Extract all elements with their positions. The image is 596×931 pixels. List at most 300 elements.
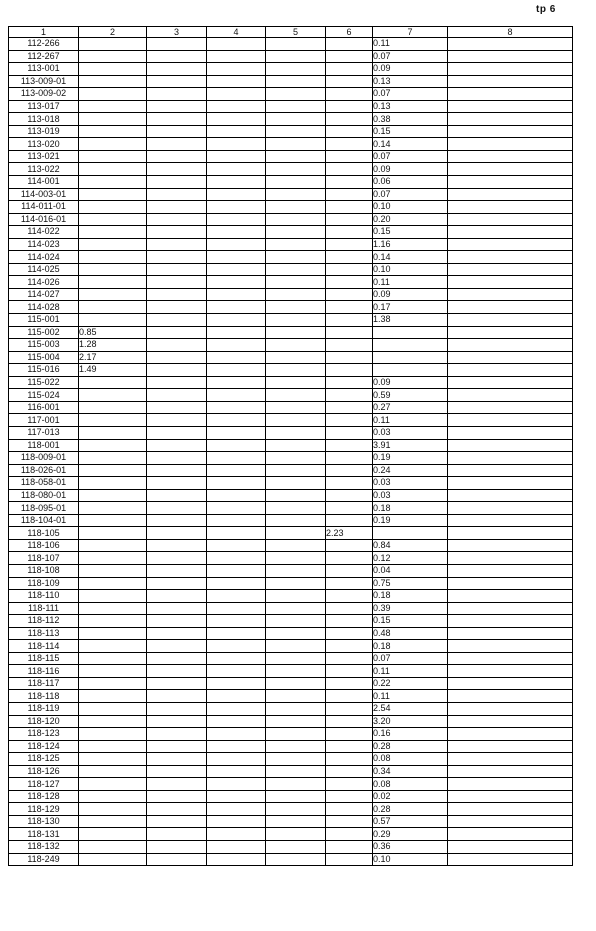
col8-value-cell — [448, 815, 573, 828]
col6-value-cell — [326, 464, 373, 477]
col7-value-cell: 0.59 — [373, 389, 448, 402]
col3-value-cell — [147, 815, 207, 828]
col6-value-cell — [326, 790, 373, 803]
col7-value-cell: 0.03 — [373, 489, 448, 502]
col6-value-cell — [326, 226, 373, 239]
col8-value-cell — [448, 690, 573, 703]
col2-value-cell — [79, 63, 147, 76]
col6-value-cell — [326, 615, 373, 628]
table-row — [9, 452, 573, 465]
parcel-id-cell: 115-022 — [9, 376, 79, 389]
col5-value-cell — [266, 640, 326, 653]
parcel-id-cell: 118-129 — [9, 803, 79, 816]
col4-value-cell — [207, 640, 266, 653]
col6-value-cell — [326, 564, 373, 577]
col2-value-cell — [79, 690, 147, 703]
col2-value-cell — [79, 577, 147, 590]
col8-value-cell — [448, 477, 573, 490]
table-row — [9, 314, 573, 327]
col8-value-cell — [448, 226, 573, 239]
col2-value-cell — [79, 452, 147, 465]
col8-value-cell — [448, 150, 573, 163]
col6-value-cell — [326, 715, 373, 728]
parcel-id-cell: 118-249 — [9, 853, 79, 866]
col7-value-cell: 0.09 — [373, 288, 448, 301]
col8-value-cell — [448, 100, 573, 113]
col6-value-cell — [326, 539, 373, 552]
col7-value-cell: 1.38 — [373, 314, 448, 327]
col2-value-cell — [79, 251, 147, 264]
column-header: 2 — [79, 27, 147, 38]
col7-value-cell: 0.15 — [373, 125, 448, 138]
col7-value-cell: 0.24 — [373, 464, 448, 477]
col3-value-cell — [147, 314, 207, 327]
col7-value-cell: 0.22 — [373, 677, 448, 690]
col5-value-cell — [266, 539, 326, 552]
col4-value-cell — [207, 401, 266, 414]
col5-value-cell — [266, 690, 326, 703]
col5-value-cell — [266, 464, 326, 477]
table-row — [9, 138, 573, 151]
col4-value-cell — [207, 376, 266, 389]
col3-value-cell — [147, 326, 207, 339]
col8-value-cell — [448, 251, 573, 264]
col6-value-cell — [326, 326, 373, 339]
col4-value-cell — [207, 652, 266, 665]
col5-value-cell — [266, 88, 326, 101]
col2-value-cell — [79, 477, 147, 490]
col5-value-cell — [266, 351, 326, 364]
col6-value-cell — [326, 201, 373, 214]
col3-value-cell — [147, 251, 207, 264]
table-row — [9, 38, 573, 51]
col7-value-cell: 0.18 — [373, 590, 448, 603]
table-row — [9, 414, 573, 427]
col6-value-cell — [326, 125, 373, 138]
col6-value-cell — [326, 828, 373, 841]
col7-value-cell — [373, 527, 448, 540]
col4-value-cell — [207, 690, 266, 703]
col5-value-cell — [266, 401, 326, 414]
col5-value-cell — [266, 715, 326, 728]
col7-value-cell: 0.12 — [373, 552, 448, 565]
col4-value-cell — [207, 702, 266, 715]
table-row — [9, 740, 573, 753]
col8-value-cell — [448, 414, 573, 427]
col3-value-cell — [147, 652, 207, 665]
col3-value-cell — [147, 590, 207, 603]
col8-value-cell — [448, 38, 573, 51]
parcel-id-cell: 114-024 — [9, 251, 79, 264]
col4-value-cell — [207, 339, 266, 352]
col2-value-cell — [79, 489, 147, 502]
col6-value-cell — [326, 853, 373, 866]
col4-value-cell — [207, 150, 266, 163]
col4-value-cell — [207, 276, 266, 289]
col7-value-cell: 0.27 — [373, 401, 448, 414]
col2-value-cell — [79, 389, 147, 402]
column-header: 8 — [448, 27, 573, 38]
column-header: 3 — [147, 27, 207, 38]
col3-value-cell — [147, 364, 207, 377]
col8-value-cell — [448, 765, 573, 778]
col4-value-cell — [207, 740, 266, 753]
col3-value-cell — [147, 38, 207, 51]
col3-value-cell — [147, 715, 207, 728]
col2-value-cell — [79, 201, 147, 214]
parcel-id-cell: 118-124 — [9, 740, 79, 753]
col5-value-cell — [266, 564, 326, 577]
col8-value-cell — [448, 728, 573, 741]
column-header: 4 — [207, 27, 266, 38]
col6-value-cell — [326, 163, 373, 176]
col8-value-cell — [448, 715, 573, 728]
col8-value-cell — [448, 702, 573, 715]
col4-value-cell — [207, 815, 266, 828]
parcel-id-cell: 118-110 — [9, 590, 79, 603]
col6-value-cell — [326, 489, 373, 502]
col5-value-cell — [266, 176, 326, 189]
parcel-id-cell: 114-016-01 — [9, 213, 79, 226]
col8-value-cell — [448, 351, 573, 364]
col6-value-cell — [326, 188, 373, 201]
col2-value-cell — [79, 627, 147, 640]
col6-value-cell — [326, 364, 373, 377]
col2-value-cell — [79, 765, 147, 778]
col8-value-cell — [448, 615, 573, 628]
col3-value-cell — [147, 502, 207, 515]
parcel-id-cell: 116-001 — [9, 401, 79, 414]
col4-value-cell — [207, 489, 266, 502]
col3-value-cell — [147, 803, 207, 816]
table-row — [9, 652, 573, 665]
parcel-id-cell: 112-267 — [9, 50, 79, 63]
table-row — [9, 702, 573, 715]
col4-value-cell — [207, 188, 266, 201]
col5-value-cell — [266, 376, 326, 389]
col6-value-cell — [326, 138, 373, 151]
col6-value-cell — [326, 50, 373, 63]
col6-value-cell — [326, 100, 373, 113]
col3-value-cell — [147, 640, 207, 653]
col3-value-cell — [147, 150, 207, 163]
col2-value-cell — [79, 702, 147, 715]
col8-value-cell — [448, 238, 573, 251]
col4-value-cell — [207, 301, 266, 314]
page-number-label: tp 6 — [536, 4, 556, 15]
parcel-id-cell: 114-011-01 — [9, 201, 79, 214]
col8-value-cell — [448, 401, 573, 414]
col3-value-cell — [147, 88, 207, 101]
column-header: 1 — [9, 27, 79, 38]
table-row — [9, 426, 573, 439]
col4-value-cell — [207, 564, 266, 577]
parcel-id-cell: 115-024 — [9, 389, 79, 402]
col5-value-cell — [266, 652, 326, 665]
col3-value-cell — [147, 489, 207, 502]
col6-value-cell — [326, 577, 373, 590]
col2-value-cell — [79, 439, 147, 452]
col5-value-cell — [266, 339, 326, 352]
col7-value-cell: 0.11 — [373, 665, 448, 678]
col3-value-cell — [147, 276, 207, 289]
col4-value-cell — [207, 577, 266, 590]
col5-value-cell — [266, 439, 326, 452]
col3-value-cell — [147, 426, 207, 439]
col5-value-cell — [266, 514, 326, 527]
col3-value-cell — [147, 226, 207, 239]
parcel-id-cell: 118-125 — [9, 753, 79, 766]
col5-value-cell — [266, 276, 326, 289]
col7-value-cell: 0.28 — [373, 803, 448, 816]
col4-value-cell — [207, 728, 266, 741]
col7-value-cell: 0.36 — [373, 841, 448, 854]
parcel-id-cell: 118-116 — [9, 665, 79, 678]
col3-value-cell — [147, 50, 207, 63]
col6-value-cell — [326, 414, 373, 427]
col7-value-cell: 0.16 — [373, 728, 448, 741]
col5-value-cell — [266, 238, 326, 251]
col8-value-cell — [448, 527, 573, 540]
table-row — [9, 213, 573, 226]
col5-value-cell — [266, 740, 326, 753]
col7-value-cell: 0.39 — [373, 602, 448, 615]
col6-value-cell — [326, 590, 373, 603]
col3-value-cell — [147, 665, 207, 678]
col6-value-cell — [326, 665, 373, 678]
col7-value-cell: 0.11 — [373, 414, 448, 427]
col2-value-cell — [79, 740, 147, 753]
col7-value-cell: 0.28 — [373, 740, 448, 753]
col2-value-cell — [79, 138, 147, 151]
col2-value-cell — [79, 150, 147, 163]
table-row — [9, 301, 573, 314]
col2-value-cell — [79, 376, 147, 389]
col4-value-cell — [207, 803, 266, 816]
col8-value-cell — [448, 376, 573, 389]
col5-value-cell — [266, 790, 326, 803]
table-row — [9, 376, 573, 389]
col5-value-cell — [266, 226, 326, 239]
col3-value-cell — [147, 351, 207, 364]
col4-value-cell — [207, 138, 266, 151]
table-row — [9, 602, 573, 615]
col2-value-cell — [79, 88, 147, 101]
col5-value-cell — [266, 753, 326, 766]
col3-value-cell — [147, 414, 207, 427]
col7-value-cell: 0.08 — [373, 753, 448, 766]
col4-value-cell — [207, 627, 266, 640]
col8-value-cell — [448, 288, 573, 301]
col3-value-cell — [147, 702, 207, 715]
table-row — [9, 753, 573, 766]
col2-value-cell — [79, 652, 147, 665]
col5-value-cell — [266, 778, 326, 791]
col2-value-cell — [79, 841, 147, 854]
col4-value-cell — [207, 753, 266, 766]
table-row — [9, 853, 573, 866]
col5-value-cell — [266, 364, 326, 377]
col7-value-cell: 0.03 — [373, 477, 448, 490]
col7-value-cell: 0.07 — [373, 652, 448, 665]
col8-value-cell — [448, 841, 573, 854]
col8-value-cell — [448, 665, 573, 678]
col6-value-cell — [326, 702, 373, 715]
col7-value-cell — [373, 339, 448, 352]
parcel-id-cell: 117-001 — [9, 414, 79, 427]
col5-value-cell — [266, 125, 326, 138]
table-row — [9, 640, 573, 653]
col3-value-cell — [147, 477, 207, 490]
col6-value-cell — [326, 514, 373, 527]
table-row — [9, 841, 573, 854]
col5-value-cell — [266, 150, 326, 163]
table-row — [9, 790, 573, 803]
col7-value-cell: 0.06 — [373, 176, 448, 189]
col3-value-cell — [147, 853, 207, 866]
col3-value-cell — [147, 615, 207, 628]
col3-value-cell — [147, 138, 207, 151]
col5-value-cell — [266, 577, 326, 590]
col7-value-cell: 0.03 — [373, 426, 448, 439]
col5-value-cell — [266, 201, 326, 214]
col4-value-cell — [207, 75, 266, 88]
col3-value-cell — [147, 841, 207, 854]
col7-value-cell: 0.10 — [373, 263, 448, 276]
col8-value-cell — [448, 652, 573, 665]
col4-value-cell — [207, 163, 266, 176]
parcel-id-cell: 112-266 — [9, 38, 79, 51]
table-row — [9, 100, 573, 113]
parcel-id-cell: 118-111 — [9, 602, 79, 615]
col4-value-cell — [207, 715, 266, 728]
col4-value-cell — [207, 602, 266, 615]
col3-value-cell — [147, 125, 207, 138]
col3-value-cell — [147, 828, 207, 841]
table-row — [9, 389, 573, 402]
col4-value-cell — [207, 50, 266, 63]
col5-value-cell — [266, 138, 326, 151]
col3-value-cell — [147, 389, 207, 402]
col3-value-cell — [147, 339, 207, 352]
col8-value-cell — [448, 176, 573, 189]
col6-value-cell — [326, 38, 373, 51]
col3-value-cell — [147, 552, 207, 565]
col3-value-cell — [147, 113, 207, 126]
col2-value-cell — [79, 728, 147, 741]
col7-value-cell: 0.07 — [373, 188, 448, 201]
parcel-id-cell: 115-002 — [9, 326, 79, 339]
col2-value-cell — [79, 414, 147, 427]
col6-value-cell — [326, 640, 373, 653]
table-row — [9, 514, 573, 527]
parcel-id-cell: 118-080-01 — [9, 489, 79, 502]
col3-value-cell — [147, 238, 207, 251]
col7-value-cell: 0.19 — [373, 452, 448, 465]
parcel-id-cell: 118-115 — [9, 652, 79, 665]
col7-value-cell: 2.54 — [373, 702, 448, 715]
col2-value-cell — [79, 514, 147, 527]
col5-value-cell — [266, 301, 326, 314]
parcel-id-cell: 118-127 — [9, 778, 79, 791]
col6-value-cell — [326, 238, 373, 251]
column-header: 7 — [373, 27, 448, 38]
table-row — [9, 276, 573, 289]
table-row — [9, 163, 573, 176]
col6-value-cell — [326, 627, 373, 640]
parcel-id-cell: 118-130 — [9, 815, 79, 828]
col3-value-cell — [147, 63, 207, 76]
col2-value-cell — [79, 803, 147, 816]
col4-value-cell — [207, 364, 266, 377]
col6-value-cell — [326, 176, 373, 189]
col5-value-cell — [266, 627, 326, 640]
table-row — [9, 226, 573, 239]
col3-value-cell — [147, 753, 207, 766]
col8-value-cell — [448, 552, 573, 565]
col4-value-cell — [207, 477, 266, 490]
col8-value-cell — [448, 753, 573, 766]
col3-value-cell — [147, 288, 207, 301]
col6-value-cell — [326, 88, 373, 101]
col5-value-cell — [266, 452, 326, 465]
parcel-id-cell: 118-108 — [9, 564, 79, 577]
col3-value-cell — [147, 577, 207, 590]
col6-value-cell — [326, 778, 373, 791]
parcel-id-cell: 118-131 — [9, 828, 79, 841]
table-row — [9, 113, 573, 126]
parcel-id-cell: 114-025 — [9, 263, 79, 276]
col4-value-cell — [207, 665, 266, 678]
col5-value-cell — [266, 815, 326, 828]
col4-value-cell — [207, 790, 266, 803]
col6-value-cell — [326, 426, 373, 439]
col8-value-cell — [448, 502, 573, 515]
col8-value-cell — [448, 125, 573, 138]
col6-value-cell — [326, 841, 373, 854]
col6-value-cell — [326, 452, 373, 465]
col4-value-cell — [207, 38, 266, 51]
col7-value-cell: 0.19 — [373, 514, 448, 527]
col2-value-cell — [79, 677, 147, 690]
col6-value-cell — [326, 213, 373, 226]
col2-value-cell — [79, 100, 147, 113]
col3-value-cell — [147, 740, 207, 753]
col2-value-cell — [79, 502, 147, 515]
col2-value-cell — [79, 75, 147, 88]
parcel-id-cell: 118-009-01 — [9, 452, 79, 465]
parcel-id-cell: 117-013 — [9, 426, 79, 439]
col3-value-cell — [147, 464, 207, 477]
parcel-id-cell: 113-021 — [9, 150, 79, 163]
col5-value-cell — [266, 702, 326, 715]
col2-value-cell: 1.28 — [79, 339, 147, 352]
table-row — [9, 176, 573, 189]
col4-value-cell — [207, 113, 266, 126]
col4-value-cell — [207, 226, 266, 239]
col6-value-cell — [326, 652, 373, 665]
col5-value-cell — [266, 828, 326, 841]
col7-value-cell: 0.09 — [373, 163, 448, 176]
col7-value-cell: 0.18 — [373, 502, 448, 515]
parcel-id-cell: 113-019 — [9, 125, 79, 138]
col5-value-cell — [266, 665, 326, 678]
col8-value-cell — [448, 439, 573, 452]
table-row — [9, 502, 573, 515]
col2-value-cell — [79, 778, 147, 791]
parcel-id-cell: 113-009-01 — [9, 75, 79, 88]
parcel-id-cell: 118-026-01 — [9, 464, 79, 477]
